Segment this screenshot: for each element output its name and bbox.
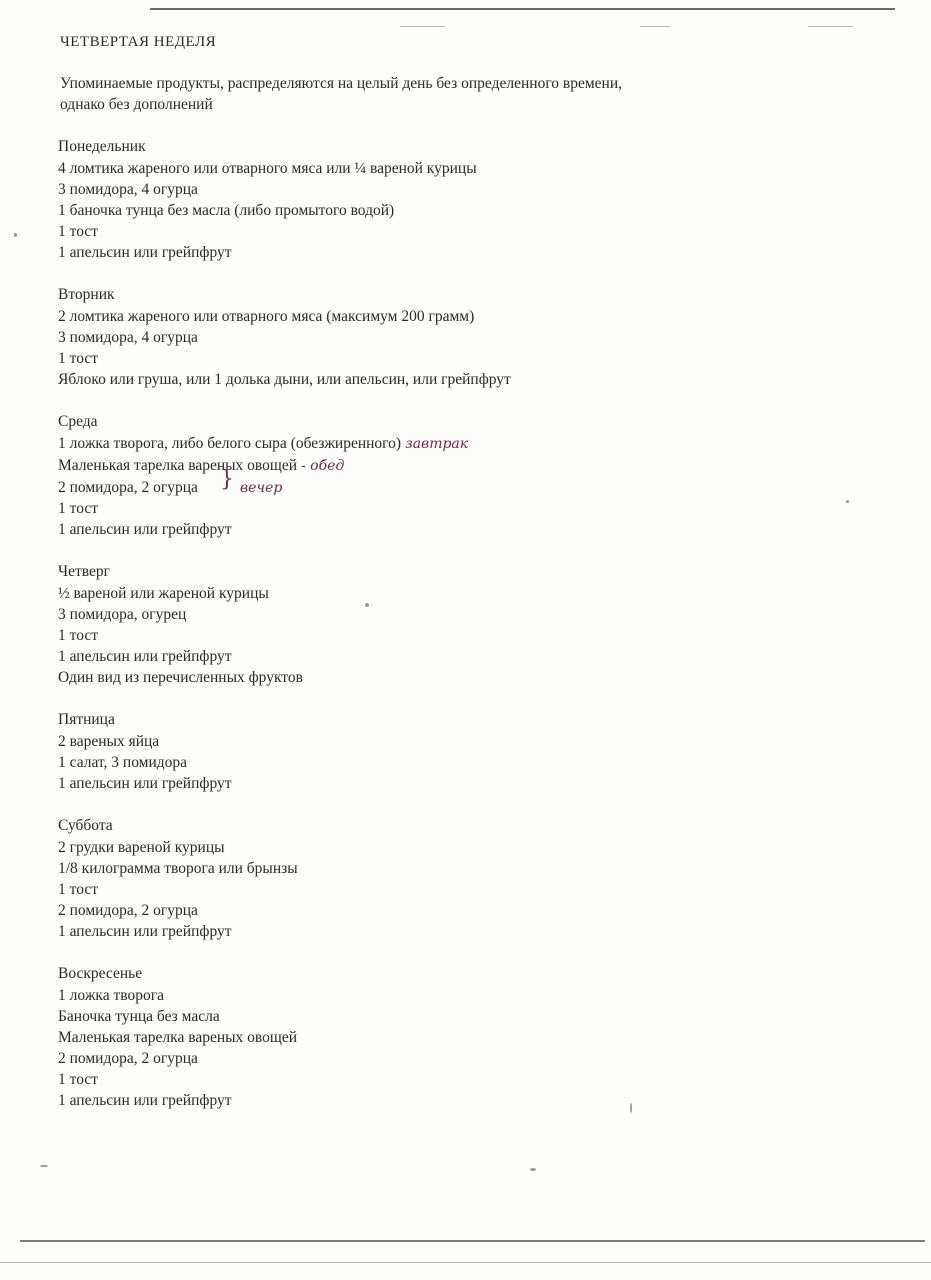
scan-speck	[14, 233, 17, 237]
menu-item-text: 1 ложка творога, либо белого сыра (обезжиренного)	[58, 435, 402, 452]
menu-item: 2 помидора, 2 огурца	[58, 902, 198, 919]
menu-item: 2 грудки вареной курицы	[58, 839, 225, 856]
menu-item: 1 апельсин или грейпфрут	[58, 648, 232, 665]
menu-item: 1/8 килограмма творога или брынзы	[58, 860, 298, 877]
day-tuesday	[58, 284, 898, 390]
menu-item: 1 тост	[58, 350, 98, 367]
menu-item: 1 апельсин или грейпфрут	[58, 244, 232, 261]
menu-item: 2 ломтика жареного или отварного мяса (максимум 200 грамм)	[58, 308, 475, 325]
scan-mark	[400, 26, 445, 27]
scan-border-bottom-faint	[0, 1262, 931, 1263]
day-saturday	[58, 815, 898, 942]
day-monday	[58, 136, 898, 263]
handwritten-note-evening: вечер	[240, 480, 283, 496]
menu-item	[58, 455, 898, 477]
menu-item: 1 апельсин или грейпфрут	[58, 775, 232, 792]
day-sunday	[58, 963, 898, 1111]
day-heading: Понедельник	[58, 138, 146, 155]
day-heading: Пятница	[58, 711, 115, 728]
scan-mark	[808, 26, 853, 27]
menu-item: 1 тост	[58, 881, 98, 898]
menu-item: Маленькая тарелка вареных овощей	[58, 1029, 297, 1046]
scan-border-bottom	[20, 1240, 925, 1242]
menu-item-text: 1 тост	[58, 500, 98, 517]
document-page	[58, 32, 898, 1132]
day-heading: Суббота	[58, 817, 113, 834]
menu-item: 1 тост	[58, 627, 98, 644]
menu-item: 2 вареных яйца	[58, 733, 160, 750]
menu-item: 3 помидора, 4 огурца	[58, 329, 198, 346]
intro-paragraph	[60, 73, 898, 115]
day-heading: Четверг	[58, 563, 110, 580]
scan-mark	[640, 26, 670, 27]
intro-line: Упоминаемые продукты, распределяются на целый день без определенного времени,	[60, 75, 623, 92]
page-title: ЧЕТВЕРТАЯ НЕДЕЛЯ	[60, 34, 217, 50]
menu-item: Баночка тунца без масла	[58, 1008, 220, 1025]
handwritten-brace-icon: }	[220, 467, 234, 492]
menu-item: 1 апельсин или грейпфрут	[58, 521, 232, 538]
menu-item: 3 помидора, 4 огурца	[58, 181, 198, 198]
day-heading: Воскресенье	[58, 965, 143, 982]
menu-item: 1 апельсин или грейпфрут	[58, 1092, 232, 1109]
scan-speck	[530, 1168, 536, 1171]
scan-speck	[40, 1165, 48, 1167]
menu-item: 1 апельсин или грейпфрут	[58, 923, 232, 940]
menu-item	[58, 477, 898, 498]
day-heading: Среда	[58, 413, 98, 430]
menu-item: 1 тост	[58, 1071, 98, 1088]
menu-item-text: 2 помидора, 2 огурца	[58, 479, 198, 496]
menu-item: Яблоко или груша, или 1 долька дыни, или апельсин, или грейпфрут	[58, 371, 511, 388]
menu-item: Один вид из перечисленных фруктов	[58, 669, 303, 686]
menu-item: 4 ломтика жареного или отварного мяса или ¼ вареной курицы	[58, 160, 477, 177]
menu-item	[58, 498, 898, 519]
menu-item: 1 баночка тунца без масла (либо промытого водой)	[58, 202, 395, 219]
handwritten-note-lunch: - обед	[301, 458, 345, 474]
scan-border-top	[150, 8, 895, 10]
menu-item: ½ вареной или жареной курицы	[58, 585, 269, 602]
menu-item: 1 ложка творога	[58, 987, 164, 1004]
menu-item: 2 помидора, 2 огурца	[58, 1050, 198, 1067]
day-heading: Вторник	[58, 286, 115, 303]
menu-item-text: Маленькая тарелка вареных овощей	[58, 457, 297, 474]
handwritten-note-breakfast: завтрак	[405, 436, 469, 452]
menu-item	[58, 433, 898, 455]
menu-item: 1 салат, 3 помидора	[58, 754, 188, 771]
menu-item: 1 тост	[58, 223, 98, 240]
day-friday	[58, 709, 898, 794]
day-thursday	[58, 561, 898, 688]
day-wednesday	[58, 411, 898, 540]
intro-line: однако без дополнений	[60, 96, 213, 113]
menu-item: 3 помидора, огурец	[58, 606, 187, 623]
